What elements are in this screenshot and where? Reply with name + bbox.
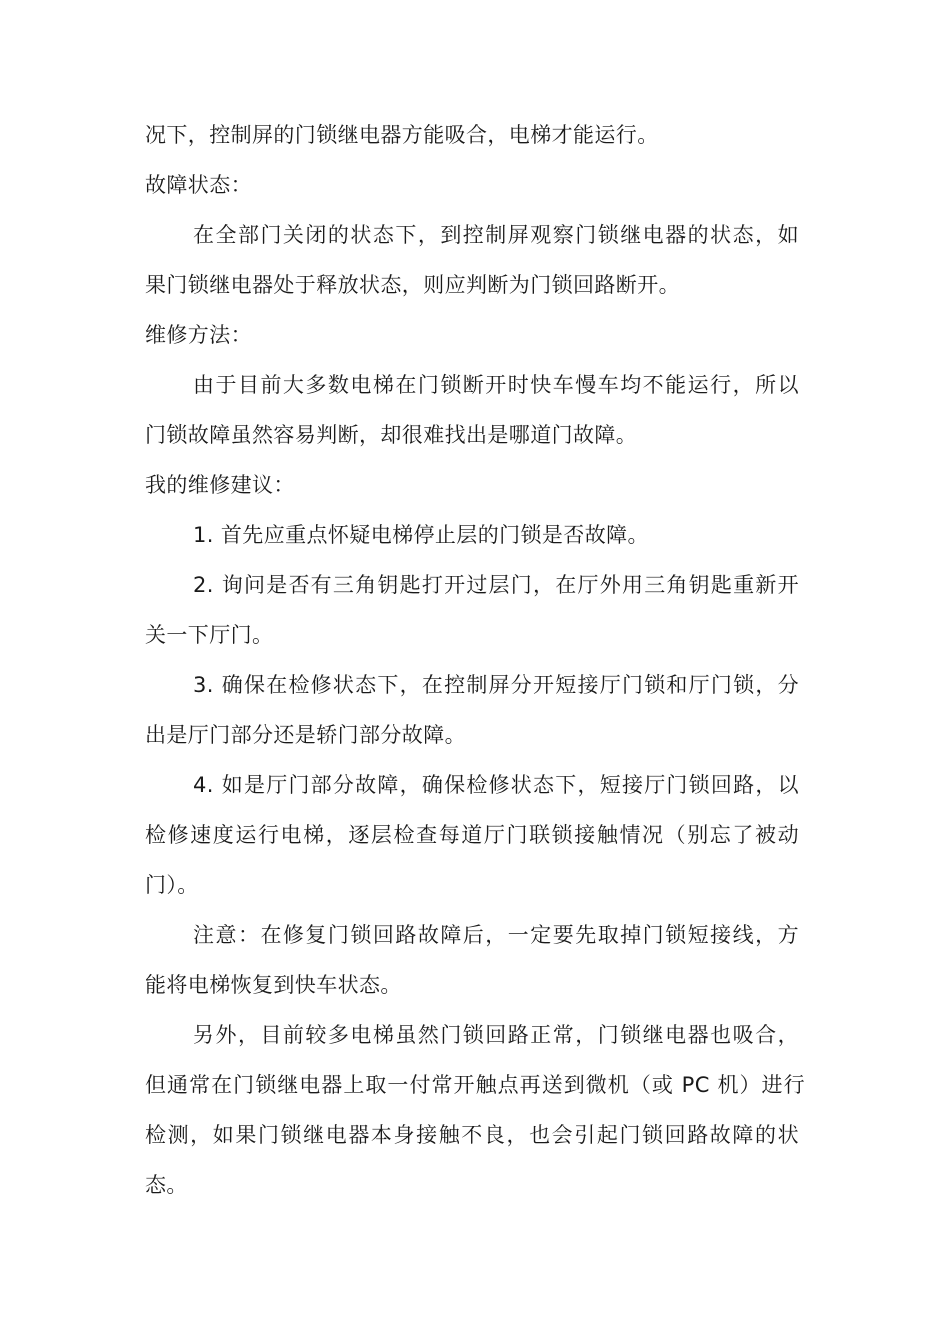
- text-line: 但通常在门锁继电器上取一付常开触点再送到微机（或 PC 机）进行: [145, 1073, 805, 1097]
- section-heading: 维修方法：: [145, 323, 252, 347]
- list-item-continuation: 门）。: [145, 873, 199, 897]
- list-item: 2. 询问是否有三角钥匙打开过层门，在厅外用三角钥匙重新开: [193, 573, 799, 597]
- list-item-continuation: 检修速度运行电梯，逐层检查每道厅门联锁接触情况（别忘了被动: [145, 823, 799, 847]
- list-item-continuation: 关一下厅门。: [145, 623, 274, 647]
- note-line: 能将电梯恢复到快车状态。: [145, 973, 402, 997]
- text-line: 态。: [145, 1173, 188, 1197]
- list-item: 4. 如是厅门部分故障，确保检修状态下，短接厅门锁回路，以: [193, 773, 799, 797]
- text-line: 检测，如果门锁继电器本身接触不良，也会引起门锁回路故障的状: [145, 1123, 799, 1147]
- text-line: 另外，目前较多电梯虽然门锁回路正常，门锁继电器也吸合，: [193, 1023, 799, 1047]
- text-line: 在全部门关闭的状态下，到控制屏观察门锁继电器的状态，如: [193, 223, 799, 247]
- text-line: 况下，控制屏的门锁继电器方能吸合，电梯才能运行。: [145, 123, 659, 147]
- section-heading: 我的维修建议：: [145, 473, 295, 497]
- list-item: 1. 首先应重点怀疑电梯停止层的门锁是否故障。: [193, 523, 649, 547]
- list-item: 3. 确保在检修状态下，在控制屏分开短接厅门锁和厅门锁，分: [193, 673, 799, 697]
- text-line: 由于目前大多数电梯在门锁断开时快车慢车均不能运行，所以: [193, 373, 799, 397]
- text-line: 门锁故障虽然容易判断，却很难找出是哪道门故障。: [145, 423, 638, 447]
- text-line: 果门锁继电器处于释放状态，则应判断为门锁回路断开。: [145, 273, 680, 297]
- list-item-continuation: 出是厅门部分还是轿门部分故障。: [145, 723, 466, 747]
- note-line: 注意：在修复门锁回路故障后，一定要先取掉门锁短接线，方: [193, 923, 799, 947]
- section-heading: 故障状态：: [145, 173, 252, 197]
